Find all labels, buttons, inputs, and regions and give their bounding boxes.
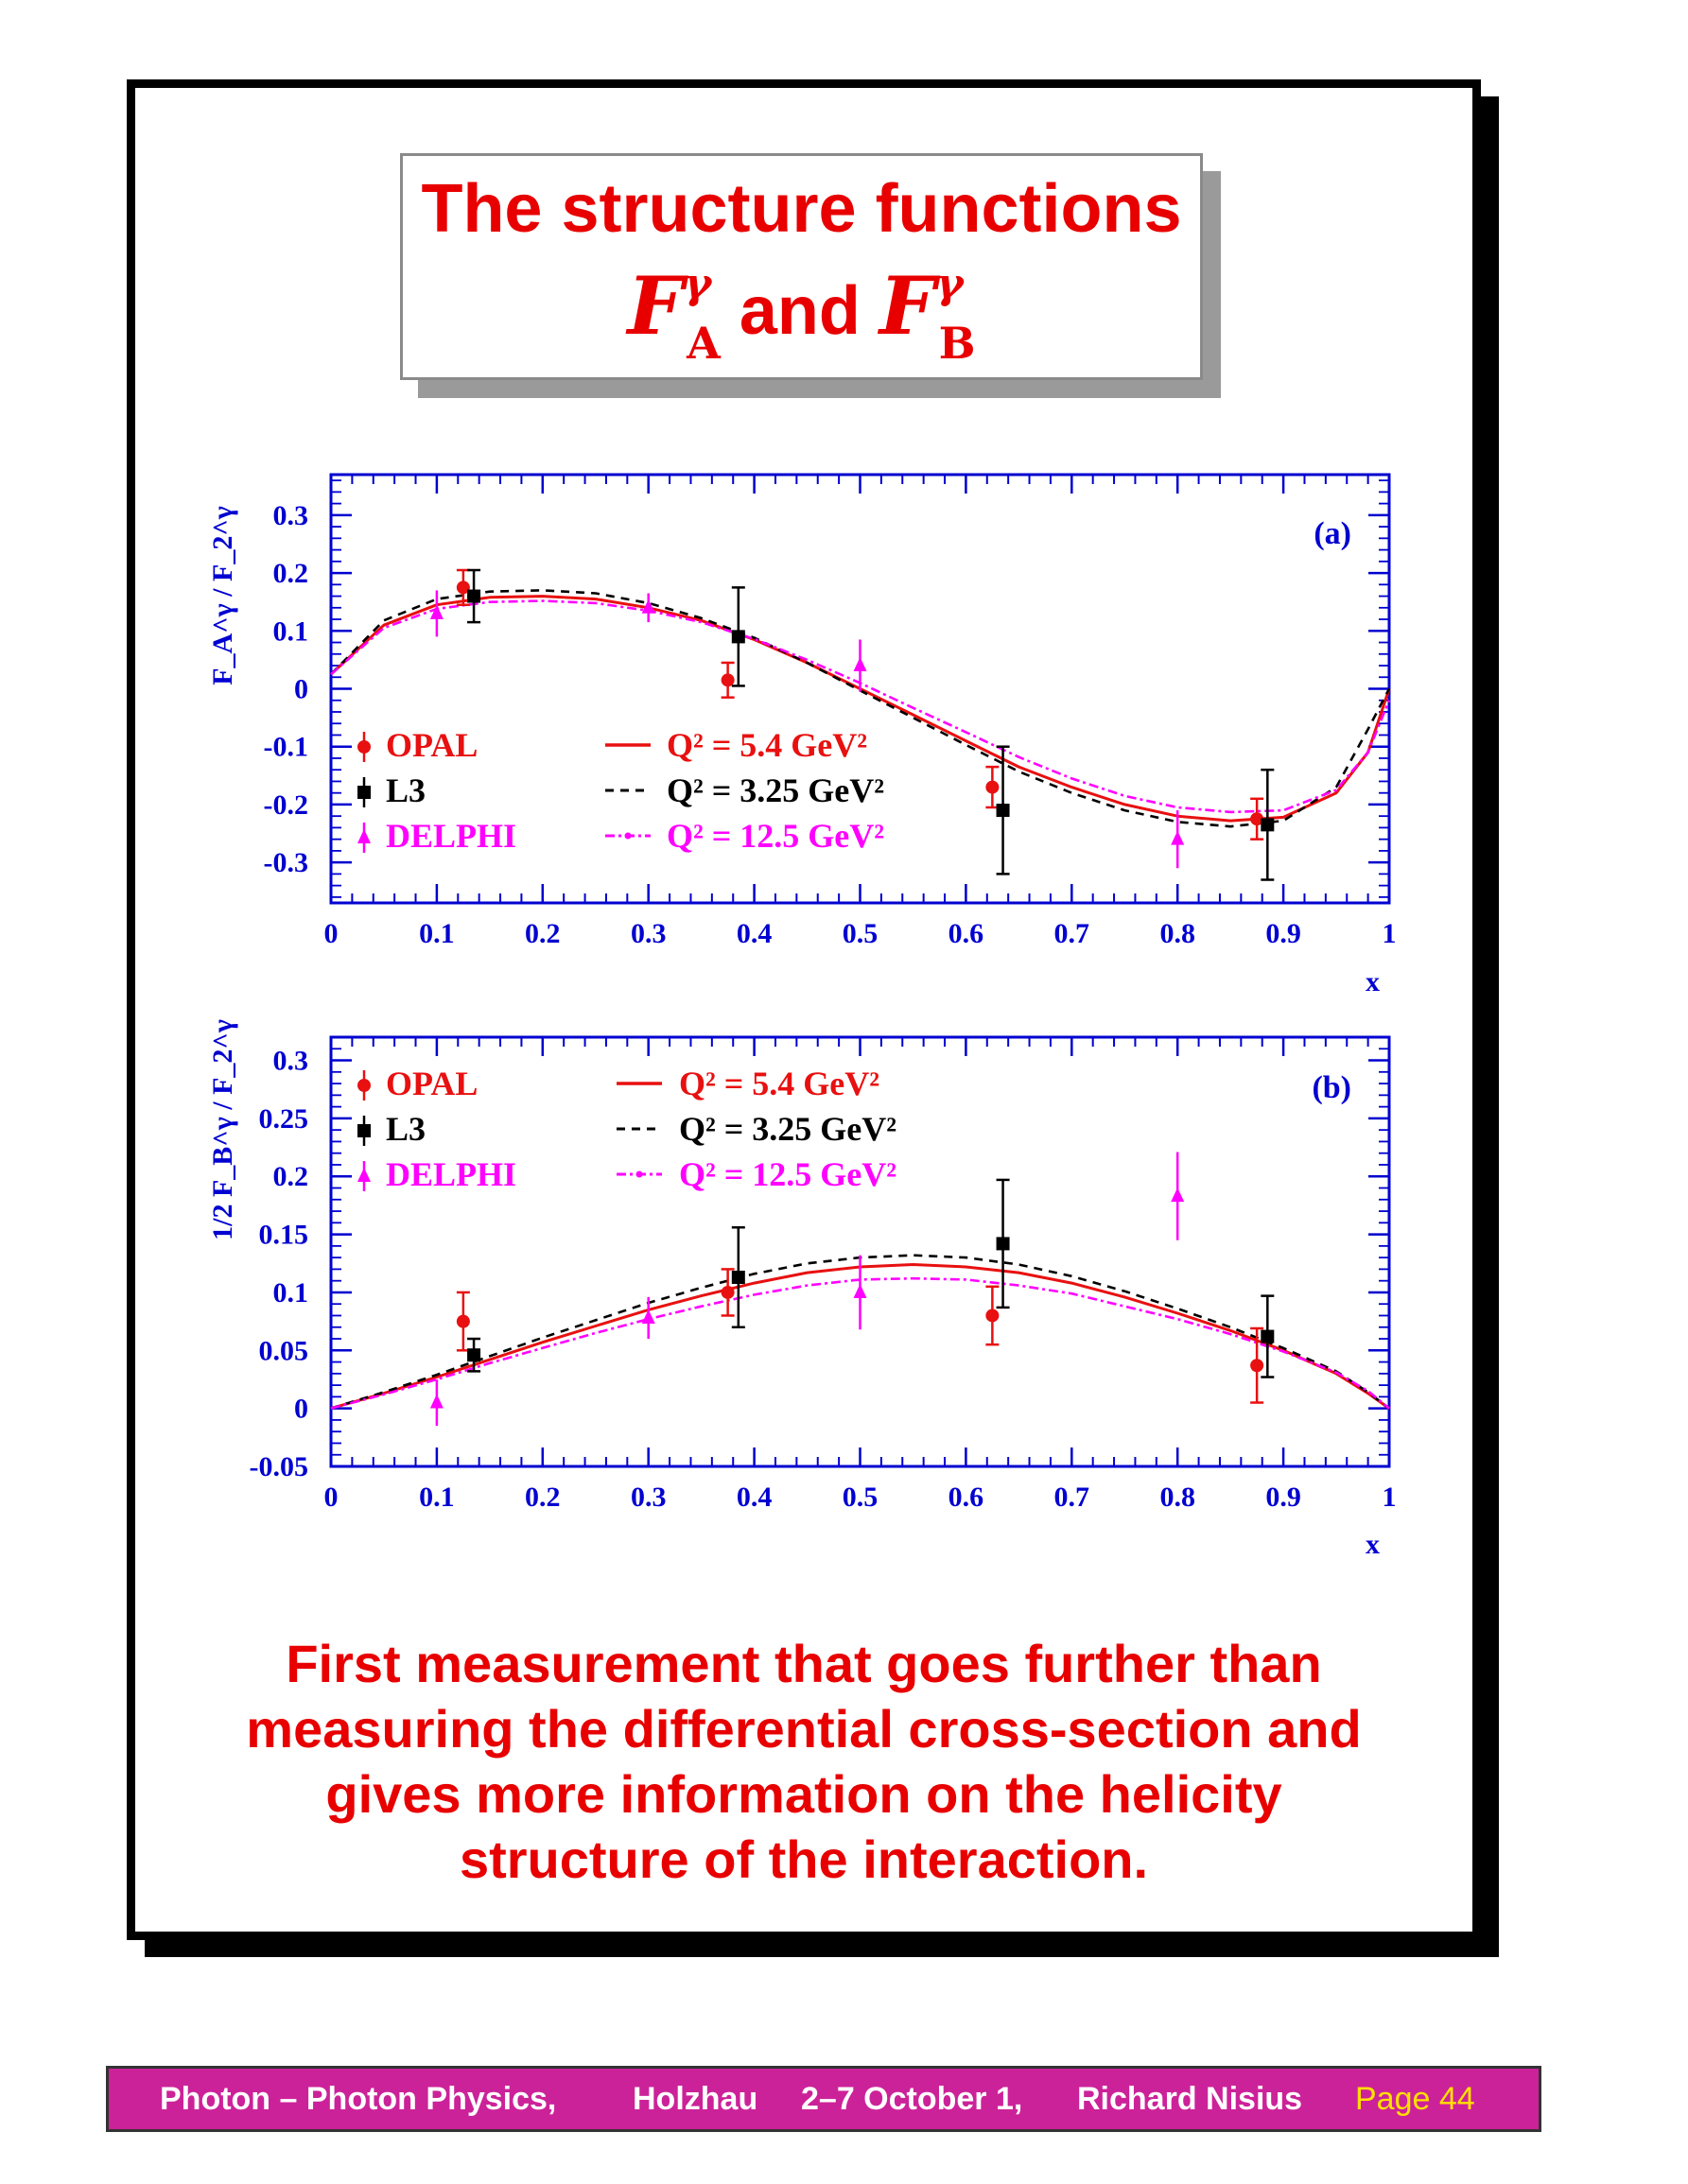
data-point-l3: [732, 1271, 745, 1284]
data-point-opal: [985, 781, 999, 794]
footer-bar: [106, 2066, 1541, 2132]
slide-title: The structure functions: [421, 171, 1182, 247]
legend-label-q2-12-5: Q² = 12.5 GeV²: [679, 1155, 897, 1193]
y-tick-label: -0.1: [263, 731, 308, 763]
y-tick-label: 0.3: [272, 1045, 308, 1077]
legend-marker-delphi: [357, 1168, 371, 1182]
legend-marker-opal: [357, 1079, 371, 1092]
data-point-opal: [1250, 1359, 1263, 1372]
panel-label: (a): [1314, 516, 1351, 551]
legend-label-q2-5-4: Q² = 5.4 GeV²: [679, 1065, 880, 1102]
x-tick-label: 0.5: [842, 918, 879, 949]
data-point-l3: [732, 630, 745, 643]
conclusion-line-4: structure of the interaction.: [459, 1829, 1149, 1889]
x-tick-label: 0.3: [630, 918, 667, 949]
y-axis-label: 1/2 F_B^γ / F_2^γ: [207, 1019, 238, 1240]
chart-panel-b: [0, 1016, 1688, 1584]
footer-page-number: Page 44: [1355, 2081, 1475, 2117]
x-tick-label: 0.2: [525, 1482, 561, 1513]
x-axis-label: x: [1366, 1529, 1380, 1560]
x-tick-label: 0.1: [419, 918, 455, 949]
legend-marker-delphi: [357, 829, 371, 843]
legend-line-dot: [636, 1171, 643, 1178]
y-tick-label: 0.1: [272, 1276, 308, 1309]
symbol-f-b: F: [879, 259, 936, 353]
x-tick-label: 0.2: [525, 918, 561, 949]
x-tick-label: 0: [323, 918, 339, 949]
x-tick-label: 0.6: [948, 918, 984, 949]
legend-label-q2-3-25: Q² = 3.25 GeV²: [679, 1110, 897, 1148]
y-tick-label: -0.2: [263, 789, 308, 821]
x-tick-label: 1: [1382, 1482, 1397, 1513]
legend-label-l3: L3: [386, 771, 426, 809]
slide-title-formula: [403, 254, 1200, 373]
chart-panel-a: [0, 454, 1688, 1021]
y-tick-label: 0.25: [258, 1102, 308, 1135]
data-point-opal: [457, 1315, 470, 1328]
x-tick-label: 0.9: [1265, 918, 1301, 949]
data-point-delphi: [430, 1395, 444, 1409]
legend-marker-opal: [357, 740, 371, 754]
conclusion-line-1: First measurement that goes further than: [286, 1634, 1322, 1693]
y-tick-label: 0: [294, 1393, 308, 1425]
y-tick-label: -0.3: [263, 847, 308, 879]
data-point-delphi: [1171, 831, 1184, 845]
x-tick-label: 0.7: [1053, 918, 1090, 949]
x-tick-label: 0: [323, 1482, 339, 1513]
y-tick-label: 0.1: [272, 615, 308, 648]
subscript-a: A: [687, 318, 721, 369]
data-point-opal: [722, 1286, 735, 1299]
data-point-l3: [467, 590, 480, 603]
x-tick-label: 0.9: [1265, 1482, 1301, 1513]
panel-label: (b): [1312, 1070, 1351, 1105]
legend-label-opal: OPAL: [386, 726, 479, 764]
data-point-delphi: [854, 657, 867, 671]
legend-marker-l3: [357, 1124, 371, 1137]
data-point-opal: [985, 1309, 999, 1322]
x-tick-label: 1: [1382, 918, 1397, 949]
legend-label-q2-12-5: Q² = 12.5 GeV²: [667, 817, 885, 855]
gamma-superscript-b: γ: [935, 260, 964, 308]
y-tick-label: 0.2: [272, 1161, 308, 1193]
y-axis-label: F_A^γ / F_2^γ: [207, 506, 238, 685]
subscript-b: B: [938, 318, 976, 369]
x-tick-label: 0.8: [1159, 1482, 1195, 1513]
data-point-l3: [1261, 818, 1274, 831]
legend-label-l3: L3: [386, 1110, 426, 1148]
x-tick-label: 0.1: [419, 1482, 455, 1513]
y-tick-label: 0.15: [258, 1219, 308, 1251]
legend-marker-l3: [357, 786, 371, 799]
x-tick-label: 0.7: [1053, 1482, 1090, 1513]
legend-label-q2-5-4: Q² = 5.4 GeV²: [667, 726, 868, 764]
y-tick-label: 0.05: [258, 1335, 308, 1367]
y-tick-label: 0: [294, 673, 308, 705]
data-point-delphi: [854, 1284, 867, 1298]
x-tick-label: 0.4: [736, 918, 773, 949]
legend-label-delphi: DELPHI: [386, 817, 517, 855]
legend-line-dot: [625, 833, 632, 840]
footer-author: Richard Nisius: [1077, 2081, 1303, 2117]
legend-label-delphi: DELPHI: [386, 1155, 517, 1193]
y-tick-label: 0.2: [272, 558, 308, 590]
title-and: and: [739, 273, 861, 349]
title-box: [400, 153, 1203, 380]
footer-date: 2–7 October 1,: [801, 2081, 1023, 2117]
x-tick-label: 0.3: [630, 1482, 667, 1513]
x-axis-label: x: [1366, 966, 1380, 997]
y-tick-label: 0.3: [272, 499, 308, 531]
x-tick-label: 0.8: [1159, 918, 1195, 949]
legend-label-opal: OPAL: [386, 1065, 479, 1102]
x-tick-label: 0.5: [842, 1482, 879, 1513]
legend-label-q2-3-25: Q² = 3.25 GeV²: [667, 771, 885, 809]
data-point-l3: [997, 1237, 1010, 1250]
data-point-l3: [1261, 1330, 1274, 1343]
x-tick-label: 0.6: [948, 1482, 984, 1513]
conclusion-line-2: measuring the differential cross-section and: [246, 1699, 1362, 1759]
data-point-l3: [997, 804, 1010, 817]
footer-location: Holzhau: [633, 2081, 758, 2117]
y-tick-label: -0.05: [249, 1451, 308, 1482]
footer-event: Photon – Photon Physics,: [160, 2081, 557, 2117]
data-point-l3: [467, 1348, 480, 1361]
x-tick-label: 0.4: [736, 1482, 773, 1513]
conclusion-line-3: gives more information on the helicity: [325, 1764, 1282, 1824]
symbol-f-a: F: [627, 259, 685, 353]
gamma-superscript-a: γ: [684, 260, 712, 308]
data-point-delphi: [1171, 1187, 1184, 1202]
conclusion-text: [151, 1631, 1456, 1892]
